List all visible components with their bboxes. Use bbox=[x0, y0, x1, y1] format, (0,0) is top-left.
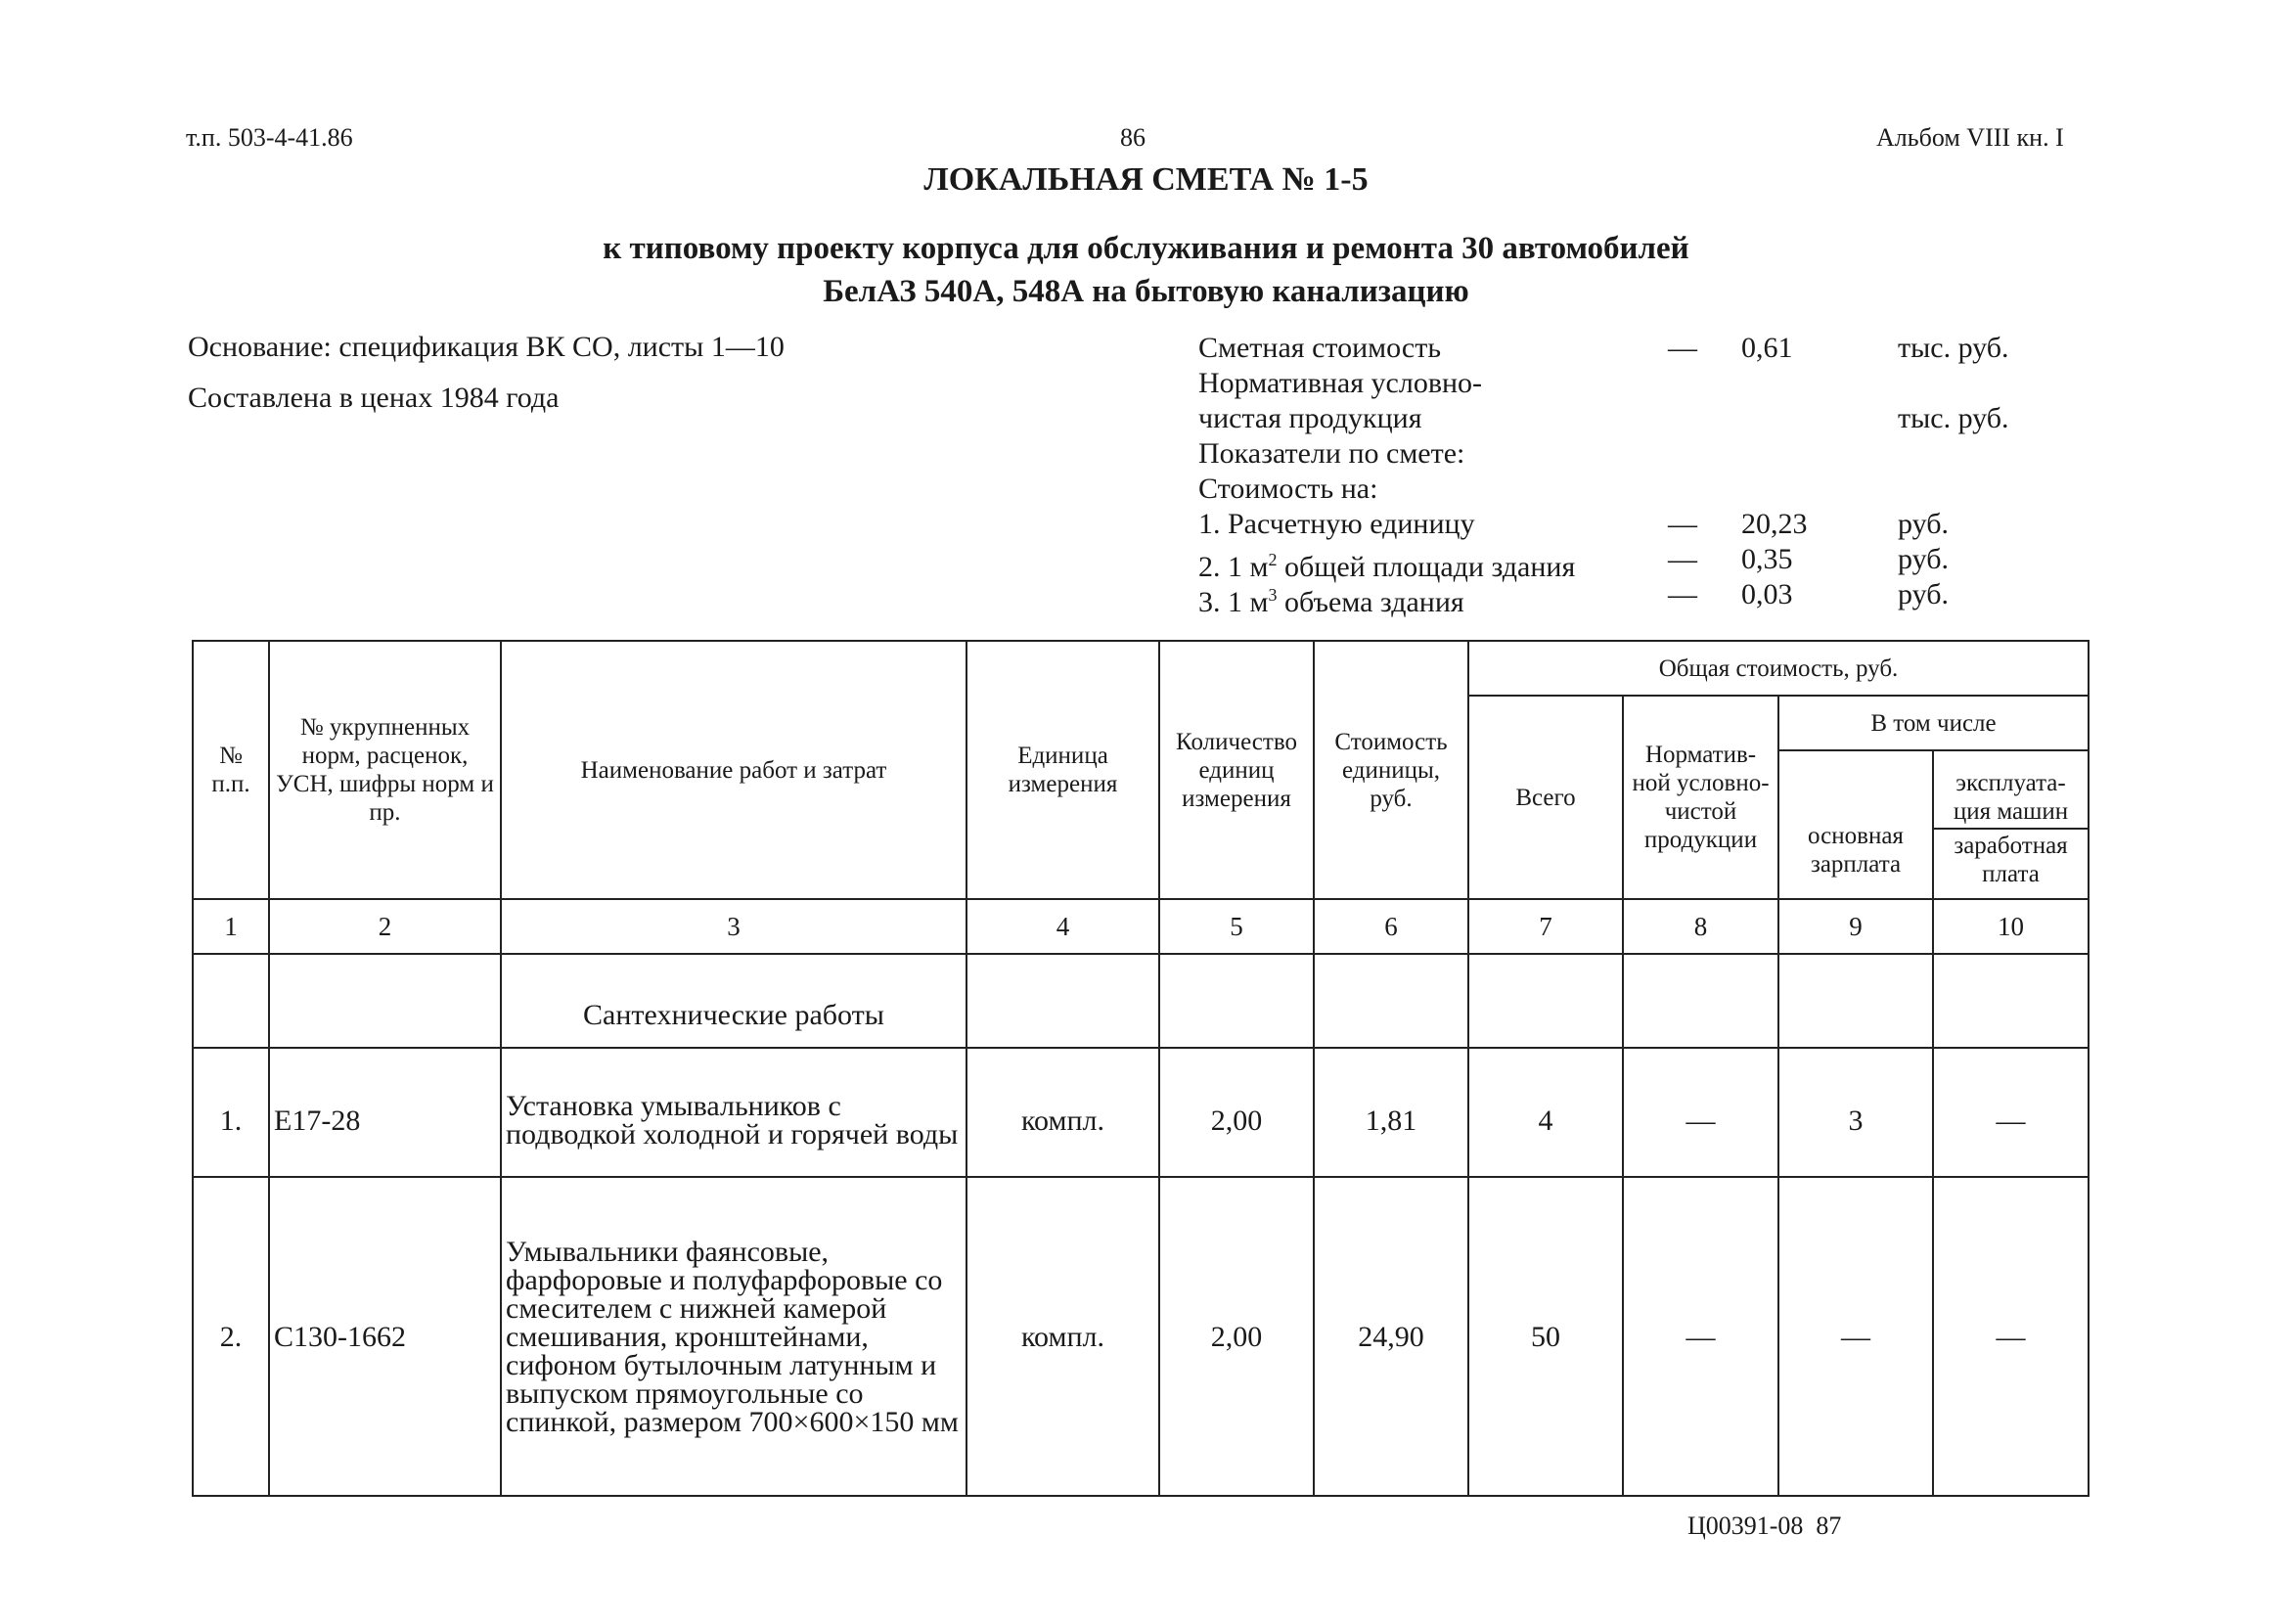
row-num: 1. bbox=[193, 1048, 269, 1177]
summary-cost-on-label: Стоимость на: bbox=[1198, 473, 1378, 505]
col-number: 2 bbox=[269, 899, 501, 954]
indicator-2-value: 0,35 bbox=[1741, 543, 1793, 575]
summary-cost-dash: — bbox=[1668, 332, 1697, 364]
row-norm: — bbox=[1623, 1177, 1778, 1496]
header-num: № п.п. bbox=[193, 641, 269, 899]
row-num: 2. bbox=[193, 1177, 269, 1496]
summary-cost-unit: тыс. руб. bbox=[1898, 332, 2009, 364]
estimate-table bbox=[192, 640, 2090, 1497]
doc-code: т.п. 503-4-41.86 bbox=[186, 123, 353, 152]
indicator-1-label: 1. Расчетную единицу bbox=[1198, 508, 1475, 540]
indicator-3-value: 0,03 bbox=[1741, 578, 1793, 610]
summary-cost-value: 0,61 bbox=[1741, 332, 1793, 364]
indicator-1-value: 20,23 bbox=[1741, 508, 1808, 540]
header-norms: № укрупненных норм, расценок, УСН, шифры норм и пр. bbox=[269, 641, 501, 899]
indicator-2-label-b: общей площади здания bbox=[1277, 551, 1576, 583]
document-title: ЛОКАЛЬНАЯ СМЕТА № 1-5 bbox=[923, 161, 1369, 198]
album-label: Альбом VIII кн. I bbox=[1876, 123, 2064, 152]
summary-norm-label-1: Нормативная условно- bbox=[1198, 367, 1483, 399]
header-unit: Единица измерения bbox=[966, 641, 1159, 899]
section-title: Сантехнические работы bbox=[501, 954, 966, 1048]
row-unit-cost: 24,90 bbox=[1314, 1177, 1468, 1496]
col-number: 9 bbox=[1778, 899, 1933, 954]
prices-text: Составлена в ценах 1984 года bbox=[188, 382, 560, 414]
summary-indicators-row bbox=[1198, 436, 2177, 472]
header-incl: В том числе bbox=[1778, 696, 2089, 750]
summary-cost-on-row bbox=[1198, 472, 2177, 507]
row-total: 4 bbox=[1468, 1048, 1623, 1177]
header-machines: эксплуата-ция машин bbox=[1933, 750, 2089, 829]
row-norm: — bbox=[1623, 1048, 1778, 1177]
subtitle-line-2: БелАЗ 540А, 548А на бытовую канализацию bbox=[823, 274, 1469, 309]
row-name: Умывальники фаянсовые, фарфоровые и полуфарфоровые со смесителем с нижней камерой смешивания, кронштейнами, сифоном бутылочным латунным и выпуском прямоугольные со спинкой, размером 700×600×150 мм bbox=[501, 1177, 966, 1496]
indicator-3-sup: 3 bbox=[1268, 585, 1278, 605]
header-machines-salary: заработная плата bbox=[1933, 829, 2089, 899]
col-number: 1 bbox=[193, 899, 269, 954]
summary-indicator-3 bbox=[1198, 577, 2177, 618]
page-number: 86 bbox=[1120, 123, 1146, 152]
summary-cost-label: Сметная стоимость bbox=[1198, 332, 1442, 364]
row-salary: 3 bbox=[1778, 1048, 1933, 1177]
subtitle-line-1: к типовому проекту корпуса для обслуживания и ремонта 30 автомобилей bbox=[603, 231, 1689, 266]
header-all: Всего bbox=[1468, 696, 1623, 899]
header-unit-cost: Стоимость единицы, руб. bbox=[1314, 641, 1468, 899]
indicator-3-label bbox=[1198, 577, 1464, 620]
col-number: 5 bbox=[1159, 899, 1314, 954]
summary-norm-unit: тыс. руб. bbox=[1898, 402, 2009, 434]
header-salary: основная зарплата bbox=[1778, 750, 1933, 899]
indicator-2-label-a: 2. 1 м bbox=[1198, 551, 1269, 583]
row-unit: компл. bbox=[966, 1048, 1159, 1177]
indicator-3-dash: — bbox=[1668, 578, 1697, 610]
summary-cost-row bbox=[1198, 331, 2177, 366]
row-name: Установка умывальников с подводкой холодной и горячей воды bbox=[501, 1048, 966, 1177]
row-unit: компл. bbox=[966, 1177, 1159, 1496]
row-unit-cost: 1,81 bbox=[1314, 1048, 1468, 1177]
section-row bbox=[193, 954, 2089, 1048]
header-norm-prod: Норматив-ной условно-чистой продукции bbox=[1623, 696, 1778, 899]
row-salary: — bbox=[1778, 1177, 1933, 1496]
col-number: 7 bbox=[1468, 899, 1623, 954]
header-name: Наименование работ и затрат bbox=[501, 641, 966, 899]
col-number: 8 bbox=[1623, 899, 1778, 954]
row-code: Е17-28 bbox=[269, 1048, 501, 1177]
table-row bbox=[193, 1048, 2089, 1177]
col-number: 10 bbox=[1933, 899, 2089, 954]
col-number: 3 bbox=[501, 899, 966, 954]
indicator-3-label-a: 3. 1 м bbox=[1198, 586, 1269, 618]
column-numbers-row bbox=[193, 899, 2089, 954]
summary-norm-label-2: чистая продукция bbox=[1198, 402, 1422, 434]
indicator-2-dash: — bbox=[1668, 543, 1697, 575]
summary-indicator-1 bbox=[1198, 507, 2177, 542]
row-code: С130-1662 bbox=[269, 1177, 501, 1496]
row-machines: — bbox=[1933, 1048, 2089, 1177]
row-total: 50 bbox=[1468, 1177, 1623, 1496]
summary-indicators-label: Показатели по смете: bbox=[1198, 437, 1465, 470]
document-subtitle bbox=[0, 227, 2292, 313]
header-row-1 bbox=[193, 641, 2089, 696]
header-qty: Количество единиц измерения bbox=[1159, 641, 1314, 899]
table-row bbox=[193, 1177, 2089, 1496]
summary-norm-row-2 bbox=[1198, 401, 2177, 436]
col-number: 4 bbox=[966, 899, 1159, 954]
basis-text: Основание: спецификация ВК СО, листы 1—10 bbox=[188, 331, 785, 363]
indicator-2-sup: 2 bbox=[1268, 550, 1278, 569]
row-qty: 2,00 bbox=[1159, 1048, 1314, 1177]
indicator-2-unit: руб. bbox=[1898, 543, 1949, 575]
row-qty: 2,00 bbox=[1159, 1177, 1314, 1496]
header-total-cost: Общая стоимость, руб. bbox=[1468, 641, 2089, 696]
indicator-1-unit: руб. bbox=[1898, 508, 1949, 540]
summary-indicator-2 bbox=[1198, 542, 2177, 583]
summary-block bbox=[1198, 331, 2177, 618]
summary-norm-row-1 bbox=[1198, 366, 2177, 401]
indicator-3-unit: руб. bbox=[1898, 578, 1949, 610]
indicator-1-dash: — bbox=[1668, 508, 1697, 540]
col-number: 6 bbox=[1314, 899, 1468, 954]
indicator-3-label-b: объема здания bbox=[1277, 586, 1464, 618]
row-machines: — bbox=[1933, 1177, 2089, 1496]
footer-code: Ц00391-08 87 bbox=[1687, 1511, 1842, 1540]
